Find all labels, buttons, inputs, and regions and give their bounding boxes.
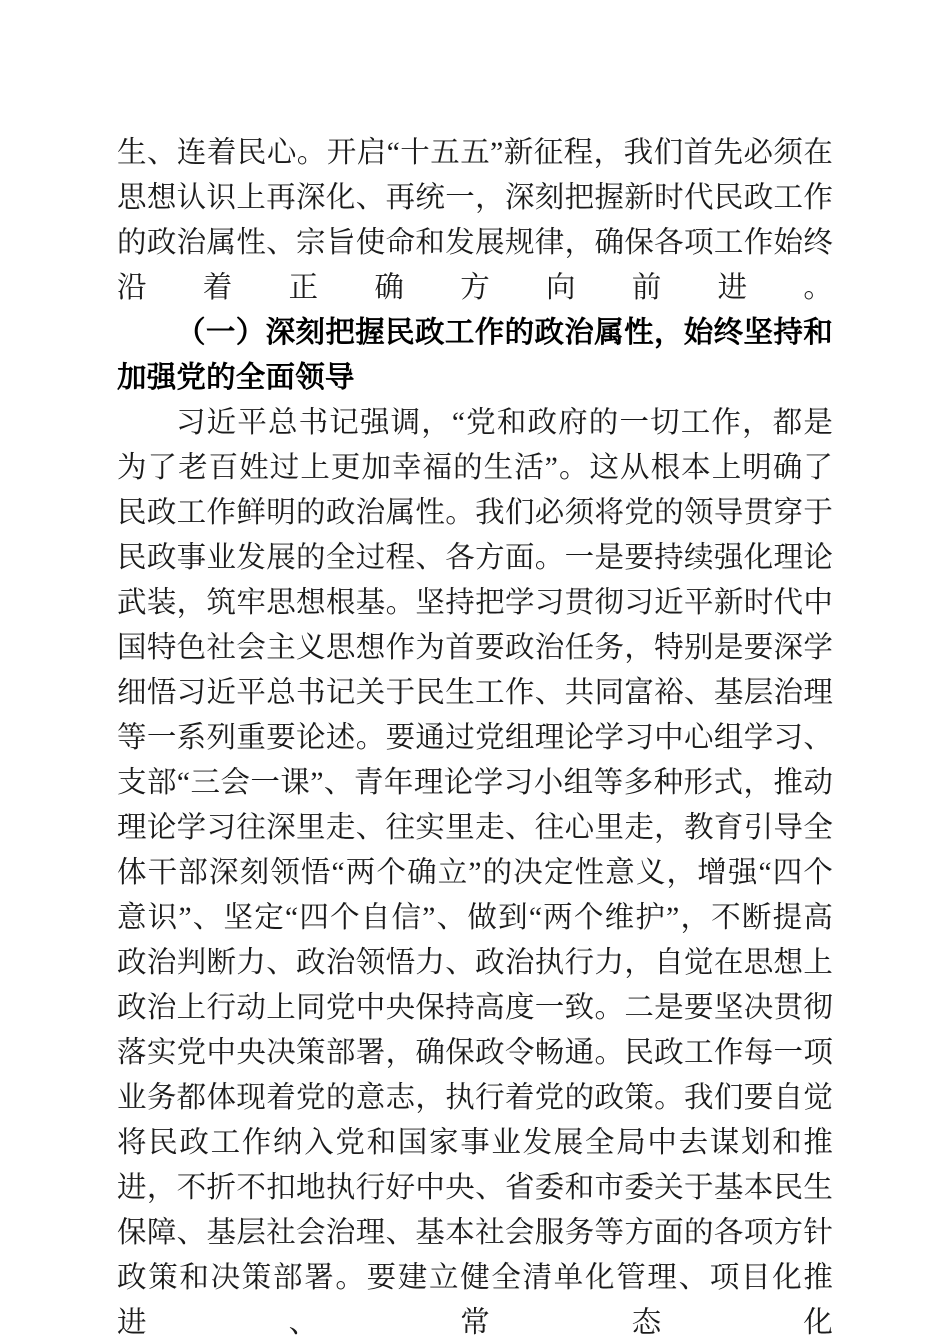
- paragraph-continued-from-previous-page: 生、连着民心。开启“十五五”新征程，我们首先必须在思想认识上再深化、再统一，深刻把握新时代民政工作的政治属性、宗旨使命和发展规律，确保各项工作始终沿着正确方向前进。: [117, 137, 833, 304]
- paragraph-section-1-body: 习近平总书记强调，“党和政府的一切工作，都是为了老百姓过上更加幸福的生活”。这从根本上明确了民政工作鲜明的政治属性。我们必须将党的领导贯穿于民政事业发展的全过程、各方面。一是要持续强化理论武装，筑牢思想根基。坚持把学习贯彻习近平新时代中国特色社会主义思想作为首要政治任务，特别是要深学细悟习近平总书记关于民生工作、共同富裕、基层治理等一系列重要论述。要通过党组理论学习中心组学习、支部“三会一课”、青年理论学习小组等多种形式，推动理论学习往深里走、往实里走、往心里走，教育引导全体干部深刻领悟“两个确立”的决定性意义，增强“四个意识”、坚定“四个自信”、做到“两个维护”，不断提高政治判断力、政治领悟力、政治执行力，自觉在思想上政治上行动上同党中央保持高度一致。二是要坚决贯彻落实党中央决策部署，确保政令畅通。民政工作每一项业务都体现着党的意志，执行着党的政策。我们要自觉将民政工作纳入党和国家事业发展全局中去谋划和推进，不折不扣地执行好中央、省委和市委关于基本民生保障、基层社会治理、基本社会服务等方面的各项方针政策和决策部署。要建立健全清单化管理、项目化推进、常态化: [117, 407, 833, 1339]
- section-heading-1: （一）深刻把握民政工作的政治属性，始终坚持和加强党的全面领导: [117, 317, 833, 394]
- document-text-body: [117, 131, 833, 1344]
